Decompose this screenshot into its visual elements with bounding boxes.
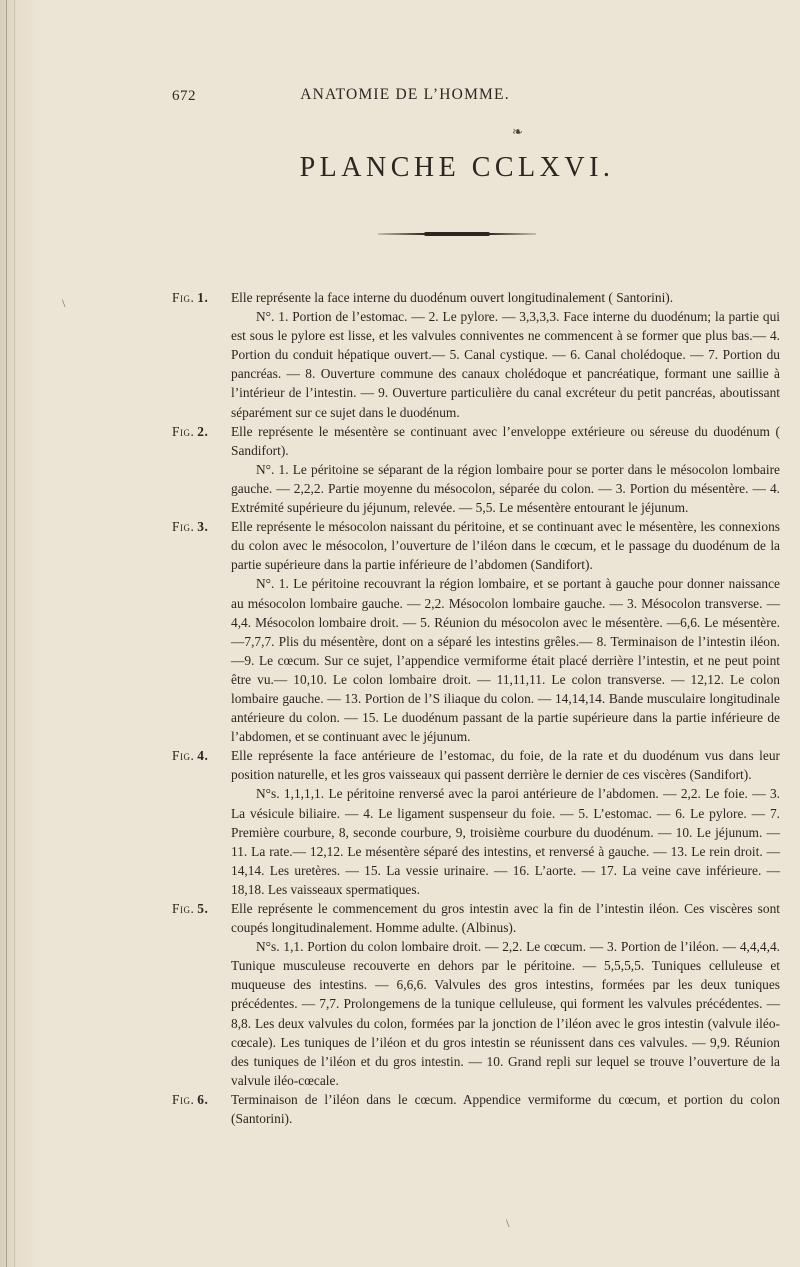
figure-number: 3.	[197, 519, 209, 535]
figure-label: Fig. 6.	[172, 1091, 209, 1107]
figure-label: Fig. 1.	[172, 290, 209, 305]
figure-number: 1.	[197, 290, 209, 305]
running-head	[0, 86, 800, 104]
figure-label: Fig. 4.	[172, 748, 209, 764]
figure-legend-items: N°. 1. Portion de l’estomac. — 2. Le pylore. — 3,3,3,3. Face interne du duodénum; la partie qui est sous le pylore est lisse, et les valvules conniventes ne commencent à se former que plus bas.— 4. Portion du conduit hépatique ouvert.— 5. Canal cystique. — 6. Canal cholédoque. — 7. Portion du pancréas. — 8. Ouverture commune des canaux cholédoque et pancréatique, formant une saillie à l’intérieur de l’intestin. — 9. Ouverture particulière du canal excréteur du petit pancréas, aboutissant séparément sur ce sujet dans le duodénum.	[231, 309, 780, 420]
figure-number: 2.	[197, 423, 209, 439]
figure-description: Elle représente le commencement du gros intestin avec la fin de l’intestin iléon. Ces viscères sont coupés longitudinalement. Homme adulte. (Albinus).	[231, 901, 780, 936]
figure-label: Fig. 5.	[172, 901, 209, 916]
title-rule	[378, 233, 536, 235]
figure-description: Terminaison de l’iléon dans le cœcum. Appendice vermiforme du cœcum, et portion du colon (Santorini).	[231, 1091, 780, 1127]
figure-entry-5	[172, 899, 780, 1090]
running-head-text: ANATOMIE DE L’HOMME.	[300, 86, 510, 103]
figure-legend-items: N°. 1. Le péritoine recouvrant la région lombaire, et se portant à gauche pour donner naissance au mésocolon lombaire gauche. — 2,2. Mésocolon lombaire gauche. — 3. Mésocolon transverse. — 4,4. Mésocolon lombaire droit. — 5. Réunion du mésocolon avec le mésentère. —6,6. Le mésentère.—7,7,7. Plis du mésentère, dont on a séparé les intestins grêles.— 8. Terminaison de l’intestin iléon. —9. Le cœcum. Sur ce sujet, l’appendice vermiforme était placé derrière l’intestin, et ne peut point être vu.— 10,10. Le colon lombaire droit. — 11,11,11. Le colon transverse. — 12,12. Le colon lombaire gauche. — 13. Portion de l’S iliaque du colon. — 14,14,14. Bande musculaire longitudinale antérieure du colon. — 15. Le duodénum passant de la partie supérieure dans la partie inférieure de l’abdomen, et se continuant avec le jéjunum.	[231, 576, 780, 745]
figure-entry-4	[172, 746, 780, 899]
figure-entry-3	[172, 517, 780, 746]
figure-list	[172, 288, 780, 1128]
figure-entry-2	[172, 422, 780, 517]
figure-legend-items: N°s. 1,1,1,1. Le péritoine renversé avec la paroi antérieure de l’abdomen. — 2,2. Le foie. — 3. La vésicule biliaire. — 4. Le ligament suspenseur du foie. — 5. L’estomac. — 6. Le pylore. — 7. Première courbure, 8, seconde courbure, 9, troisième courbure du duodénum. — 10. Le jéjunum. — 11. La rate.— 12,12. Le mésentère séparé des intestins, et renversé à gauche. — 13. Le rein droit. — 14,14. Les uretères. — 15. La vessie urinaire. — 16. L’aorte. — 17. La veine cave inférieure. — 18,18. Les vaisseaux spermatiques.	[231, 786, 780, 897]
figure-description: Elle représente la face antérieure de l’estomac, du foie, de la rate et du duodénum vus dans leur position naturelle, et les gros vaisseaux qui passent derrière le dernier de ces viscères (Sandifort).	[231, 748, 780, 783]
ornament-icon: ❧	[512, 124, 523, 139]
figure-description: Elle représente le mésentère se continuant avec l’enveloppe extérieure ou séreuse du duodénum ( Sandifort).	[231, 423, 780, 458]
figure-entry-1	[172, 288, 780, 422]
gutter-shadow-inner	[14, 0, 15, 1267]
figure-number: 6.	[197, 1091, 209, 1107]
stray-mark: \	[506, 1216, 510, 1230]
figure-number: 5.	[197, 901, 209, 916]
figure-description: Elle représente le mésocolon naissant du péritoine, et se continuant avec le mésentère, les connexions du colon avec le mésocolon, l’ouverture de l’iléon dans le cœcum, et le passage du duodénum de la partie supérieure dans la partie inférieure de l’abdomen (Sandifort).	[231, 519, 780, 573]
page-number: 672	[172, 88, 196, 104]
figure-legend-items: N°. 1. Le péritoine se séparant de la région lombaire pour se porter dans le mésocolon lombaire gauche. — 2,2,2. Partie moyenne du mésocolon, séparée du colon. — 3. Portion du mésentère. — 4. Extrémité supérieure du jéjunum, relevée. — 5,5. Le mésentère entourant le jéjunum.	[231, 461, 780, 516]
stray-mark: \	[62, 296, 66, 310]
gutter-shadow	[6, 0, 7, 1267]
plate-title	[0, 152, 800, 184]
figure-number: 4.	[197, 748, 209, 764]
figure-legend-items: N°s. 1,1. Portion du colon lombaire droit. — 2,2. Le cœcum. — 3. Portion de l’iléon. — 4,4,4,4. Tunique musculeuse recouverte en dehors par le péritoine. — 5,5,5,5. Tuniques celluleuse et muqueuse des intestins. — 6,6,6. Valvules des gros intestins, formées par les deux tuniques précédentes. — 7,7. Prolongemens de la tunique celluleuse, qui forment les valvules précédentes. — 8,8. Les deux valvules du colon, formées par la jonction de l’iléon avec le gros intestin (valvule iléo-cœcale). Les tuniques de l’iléon et du gros intestin se réunissent dans ces valvules. — 9,9. Réunion des tuniques de l’iléon et du gros intestin. — 10. Grand repli sur lequel se trouve l’ouverture de la valvule iléo-cœcale.	[231, 939, 780, 1088]
figure-description: Elle représente la face interne du duodénum ouvert longitudinalement ( Santorini).	[231, 290, 674, 305]
figure-label: Fig. 2.	[172, 423, 209, 439]
figure-entry-6	[172, 1090, 780, 1128]
plate-title-text: PLANCHE CCLXVI.	[299, 152, 615, 183]
figure-label: Fig. 3.	[172, 519, 209, 535]
